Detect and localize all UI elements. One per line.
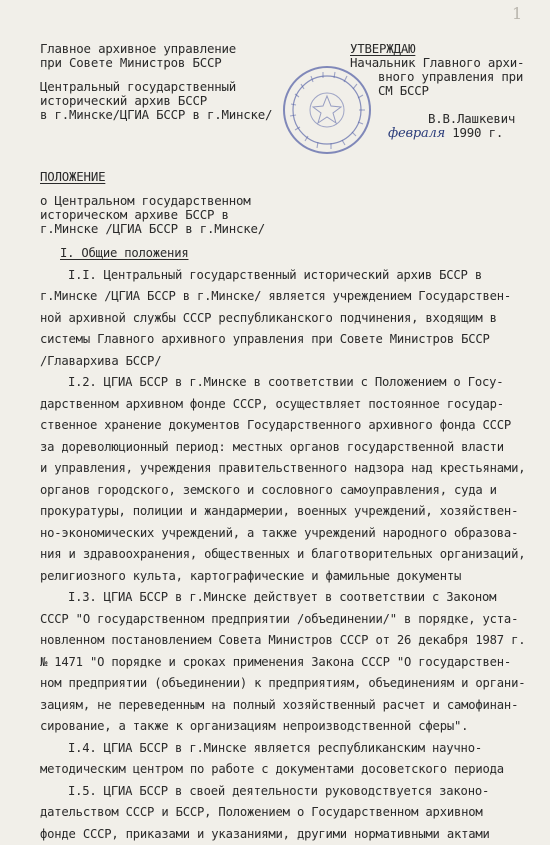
approval-line: СМ БССР <box>350 84 524 98</box>
document-body <box>40 243 540 845</box>
paragraph-line: СССР "О государственном предприятии /объединении/" в порядке, уста- <box>40 609 540 631</box>
paragraph-line: /Главархива БССР/ <box>40 351 540 373</box>
approval-line: вного управления при <box>350 70 524 84</box>
issuer-line: исторический архив БССР <box>40 94 272 108</box>
document-title-line: историческом архиве БССР в <box>40 208 265 222</box>
issuer-block <box>40 42 272 122</box>
approval-title: УТВЕРЖДАЮ <box>350 42 524 56</box>
paragraph-line: I.4. ЦГИА БССР в г.Минске является республиканским научно- <box>40 738 540 760</box>
paragraph-line: и управления, учреждения правительственного надзора над крестьянами, <box>40 458 540 480</box>
paragraph-line: религиозного культа, картографические и фамильные документы <box>40 566 540 588</box>
paragraph-line: № 1471 "О порядке и сроках применения Закона СССР "О государствен- <box>40 652 540 674</box>
paragraph-line: за дореволюционный период: местных органов государственной власти <box>40 437 540 459</box>
approval-date <box>350 126 524 141</box>
paragraph-line: ния и здравоохранения, общественных и благотворительных организаций, <box>40 544 540 566</box>
approval-year: 1990 г. <box>452 125 503 140</box>
approval-block <box>350 42 524 141</box>
paragraph-line: ственное хранение документов Государственного архивного фонда СССР <box>40 415 540 437</box>
paragraph-line: фонде СССР, приказами и указаниями, другими нормативными актами <box>40 824 540 845</box>
paragraph-line: дарственном архивном фонде СССР, осуществляет постоянное государ- <box>40 394 540 416</box>
paragraph-line: сирование, а также к организациям непроизводственной сферы". <box>40 716 540 738</box>
paragraph-line: системы Главного архивного управления при Совете Министров БССР <box>40 329 540 351</box>
issuer-line: при Совете Министров БССР <box>40 56 272 70</box>
document-title-line: о Центральном государственном <box>40 194 265 208</box>
document-title-block <box>40 170 265 236</box>
paragraph-line: ной архивной службы СССР республиканского подчинения, входящим в <box>40 308 540 330</box>
paragraph-line: I.2. ЦГИА БССР в г.Минске в соответствии с Положением о Госу- <box>40 372 540 394</box>
section-heading: I. Общие положения <box>40 243 540 265</box>
approval-signer: В.В.Лашкевич <box>350 112 524 126</box>
paragraph-line: органов городского, земского и сословного самоуправления, суда и <box>40 480 540 502</box>
paragraph-line: г.Минске /ЦГИА БССР в г.Минске/ является учреждением Государствен- <box>40 286 540 308</box>
paragraph-line: методическим центром по работе с документами досоветского периода <box>40 759 540 781</box>
issuer-line: Главное архивное управление <box>40 42 272 56</box>
paragraph-line: зациям, не переведенным на полный хозяйственный расчет и самофинан- <box>40 695 540 717</box>
document-title-line: г.Минске /ЦГИА БССР в г.Минске/ <box>40 222 265 236</box>
paragraph-line: I.5. ЦГИА БССР в своей деятельности руководствуется законо- <box>40 781 540 803</box>
paragraph-line: дательством СССР и БССР, Положением о Государственном архивном <box>40 802 540 824</box>
issuer-line: в г.Минске/ЦГИА БССР в г.Минске/ <box>40 108 272 122</box>
paragraph-line: новленном постановлением Совета Министров СССР от 26 декабря 1987 г. <box>40 630 540 652</box>
approval-line: Начальник Главного архи- <box>350 56 524 70</box>
handwritten-date: февраля <box>388 126 445 141</box>
paragraph-line: I.3. ЦГИА БССР в г.Минске действует в соответствии с Законом <box>40 587 540 609</box>
page-number: 1 <box>512 4 522 23</box>
paragraph-line: прокуратуры, полиции и жандармерии, военных учреждений, хозяйствен- <box>40 501 540 523</box>
document-heading: ПОЛОЖЕНИЕ <box>40 170 265 184</box>
paragraph-line: но-экономических учреждений, а также учреждений народного образова- <box>40 523 540 545</box>
paragraph-line: ном предприятии (объединении) к предприятиям, объединениям и органи- <box>40 673 540 695</box>
paragraph-line: I.I. Центральный государственный исторический архив БССР в <box>40 265 540 287</box>
issuer-line: Центральный государственный <box>40 80 272 94</box>
